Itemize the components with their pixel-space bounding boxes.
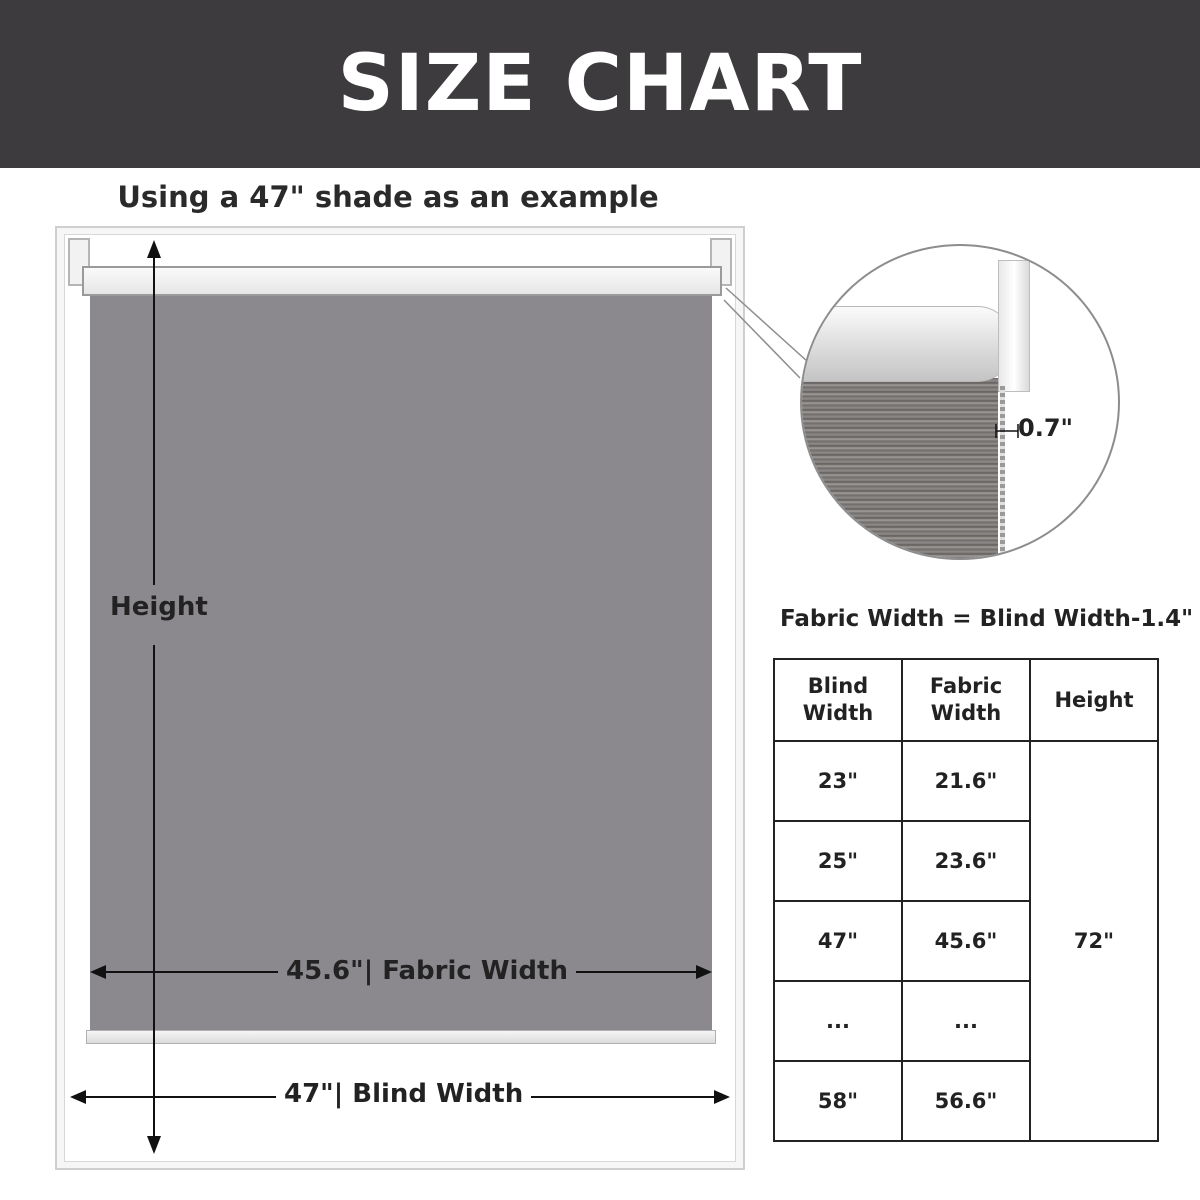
fabric-width-cell: 21.6" — [902, 741, 1030, 821]
height-header: Height — [1030, 659, 1158, 741]
shade-headrail — [82, 266, 722, 296]
fabric-width-cell: 23.6" — [902, 821, 1030, 901]
fabric-width-cell: 45.6" — [902, 901, 1030, 981]
blind-width-cell: 25" — [774, 821, 902, 901]
blind-width-header-line1: Blind — [807, 674, 869, 698]
blind-width-cell: 47" — [774, 901, 902, 981]
fabric-width-header — [902, 659, 1030, 741]
table-header-row — [774, 659, 1158, 741]
height-value-cell: 72" — [1030, 741, 1158, 1141]
blind-width-label: 47"| Blind Width — [276, 1079, 531, 1109]
blind-width-cell: 58" — [774, 1061, 902, 1141]
shade-fabric — [90, 296, 712, 1032]
blind-width-cell: 23" — [774, 741, 902, 821]
zoom-bracket — [998, 260, 1030, 392]
zoom-bead-chain — [1000, 386, 1005, 560]
height-label: Height — [110, 592, 208, 622]
blind-width-header — [774, 659, 902, 741]
fabric-width-cell: 56.6" — [902, 1061, 1030, 1141]
size-table — [773, 658, 1159, 1142]
fabric-width-header-line1: Fabric — [929, 674, 1003, 698]
blind-width-header-line2: Width — [802, 701, 874, 725]
zoom-fabric-texture — [800, 378, 998, 560]
fabric-width-header-line2: Width — [930, 701, 1002, 725]
diagram-subtitle: Using a 47" shade as an example — [117, 180, 659, 214]
blind-width-cell: ... — [774, 981, 902, 1061]
fabric-width-formula: Fabric Width = Blind Width-1.4" — [780, 606, 1194, 632]
header-bar — [0, 0, 1200, 168]
zoom-roller-tube — [800, 306, 1014, 382]
zoom-detail-circle — [800, 244, 1120, 560]
gap-measurement-label: 0.7" — [1018, 414, 1074, 442]
page-title: SIZE CHART — [337, 39, 863, 129]
fabric-width-cell: ... — [902, 981, 1030, 1061]
table-row — [774, 741, 1158, 821]
shade-bottom-bar — [86, 1030, 716, 1044]
fabric-width-label: 45.6"| Fabric Width — [278, 956, 576, 986]
